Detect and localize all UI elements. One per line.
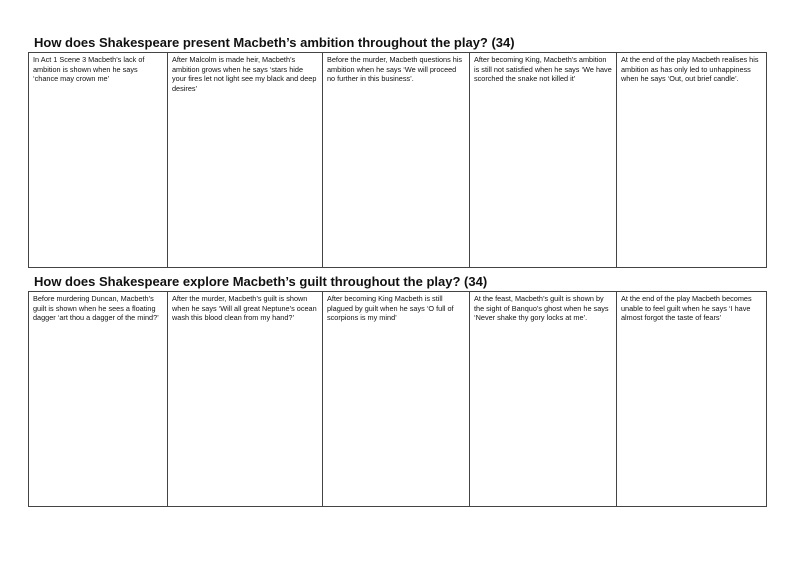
guilt-cell-5[interactable] [617,292,767,507]
guilt-question-heading: How does Shakespeare explore Macbeth’s guilt throughout the play? (34) [34,274,488,289]
ambition-cell-4[interactable] [470,53,617,268]
ambition-prompt-5: At the end of the play Macbeth realises his ambition as has only led to unhappiness when he says ‘Out, out brief candle’. [621,55,759,83]
guilt-section [28,274,766,507]
guilt-prompt-2: After the murder, Macbeth’s guilt is shown when he says ‘Will all great Neptune’s ocean wash this blood clean from my hand?’ [172,294,317,322]
ambition-cell-5[interactable] [617,53,767,268]
ambition-grid-row [29,53,767,268]
ambition-cell-1[interactable] [29,53,168,268]
guilt-cell-3[interactable] [323,292,470,507]
ambition-prompt-1: In Act 1 Scene 3 Macbeth’s lack of ambition is shown when he says ‘chance may crown me’ [33,55,145,83]
guilt-cell-4[interactable] [470,292,617,507]
ambition-prompt-3: Before the murder, Macbeth questions his ambition when he says ‘We will proceed no further in this business’. [327,55,463,83]
ambition-prompt-2: After Malcolm is made heir, Macbeth’s ambition grows when he says ‘stars hide your fires let not light see my black and deep desires’ [172,55,317,93]
guilt-prompt-5: At the end of the play Macbeth becomes unable to feel guilt when he says ‘I have almost forgot the taste of fears’ [621,294,752,322]
guilt-prompt-1: Before murdering Duncan, Macbeth’s guilt is shown when he sees a floating dagger ‘art thou a dagger of the mind?’ [33,294,159,322]
ambition-cell-3[interactable] [323,53,470,268]
guilt-cell-1[interactable] [29,292,168,507]
ambition-cell-2[interactable] [168,53,323,268]
ambition-section [28,35,766,268]
ambition-prompt-4: After becoming King, Macbeth’s ambition is still not satisfied when he says ‘We have scorched the snake not killed it’ [474,55,612,83]
guilt-grid-row [29,292,767,507]
guilt-prompt-3: After becoming King Macbeth is still plagued by guilt when he says ‘O full of scorpions is my mind’ [327,294,454,322]
guilt-cell-2[interactable] [168,292,323,507]
guilt-grid [28,291,767,507]
guilt-prompt-4: At the feast, Macbeth’s guilt is shown by the sight of Banquo’s ghost when he says ‘Never shake thy gory locks at me’. [474,294,609,322]
ambition-question-heading: How does Shakespeare present Macbeth’s ambition throughout the play? (34) [34,35,515,50]
ambition-grid [28,52,767,268]
